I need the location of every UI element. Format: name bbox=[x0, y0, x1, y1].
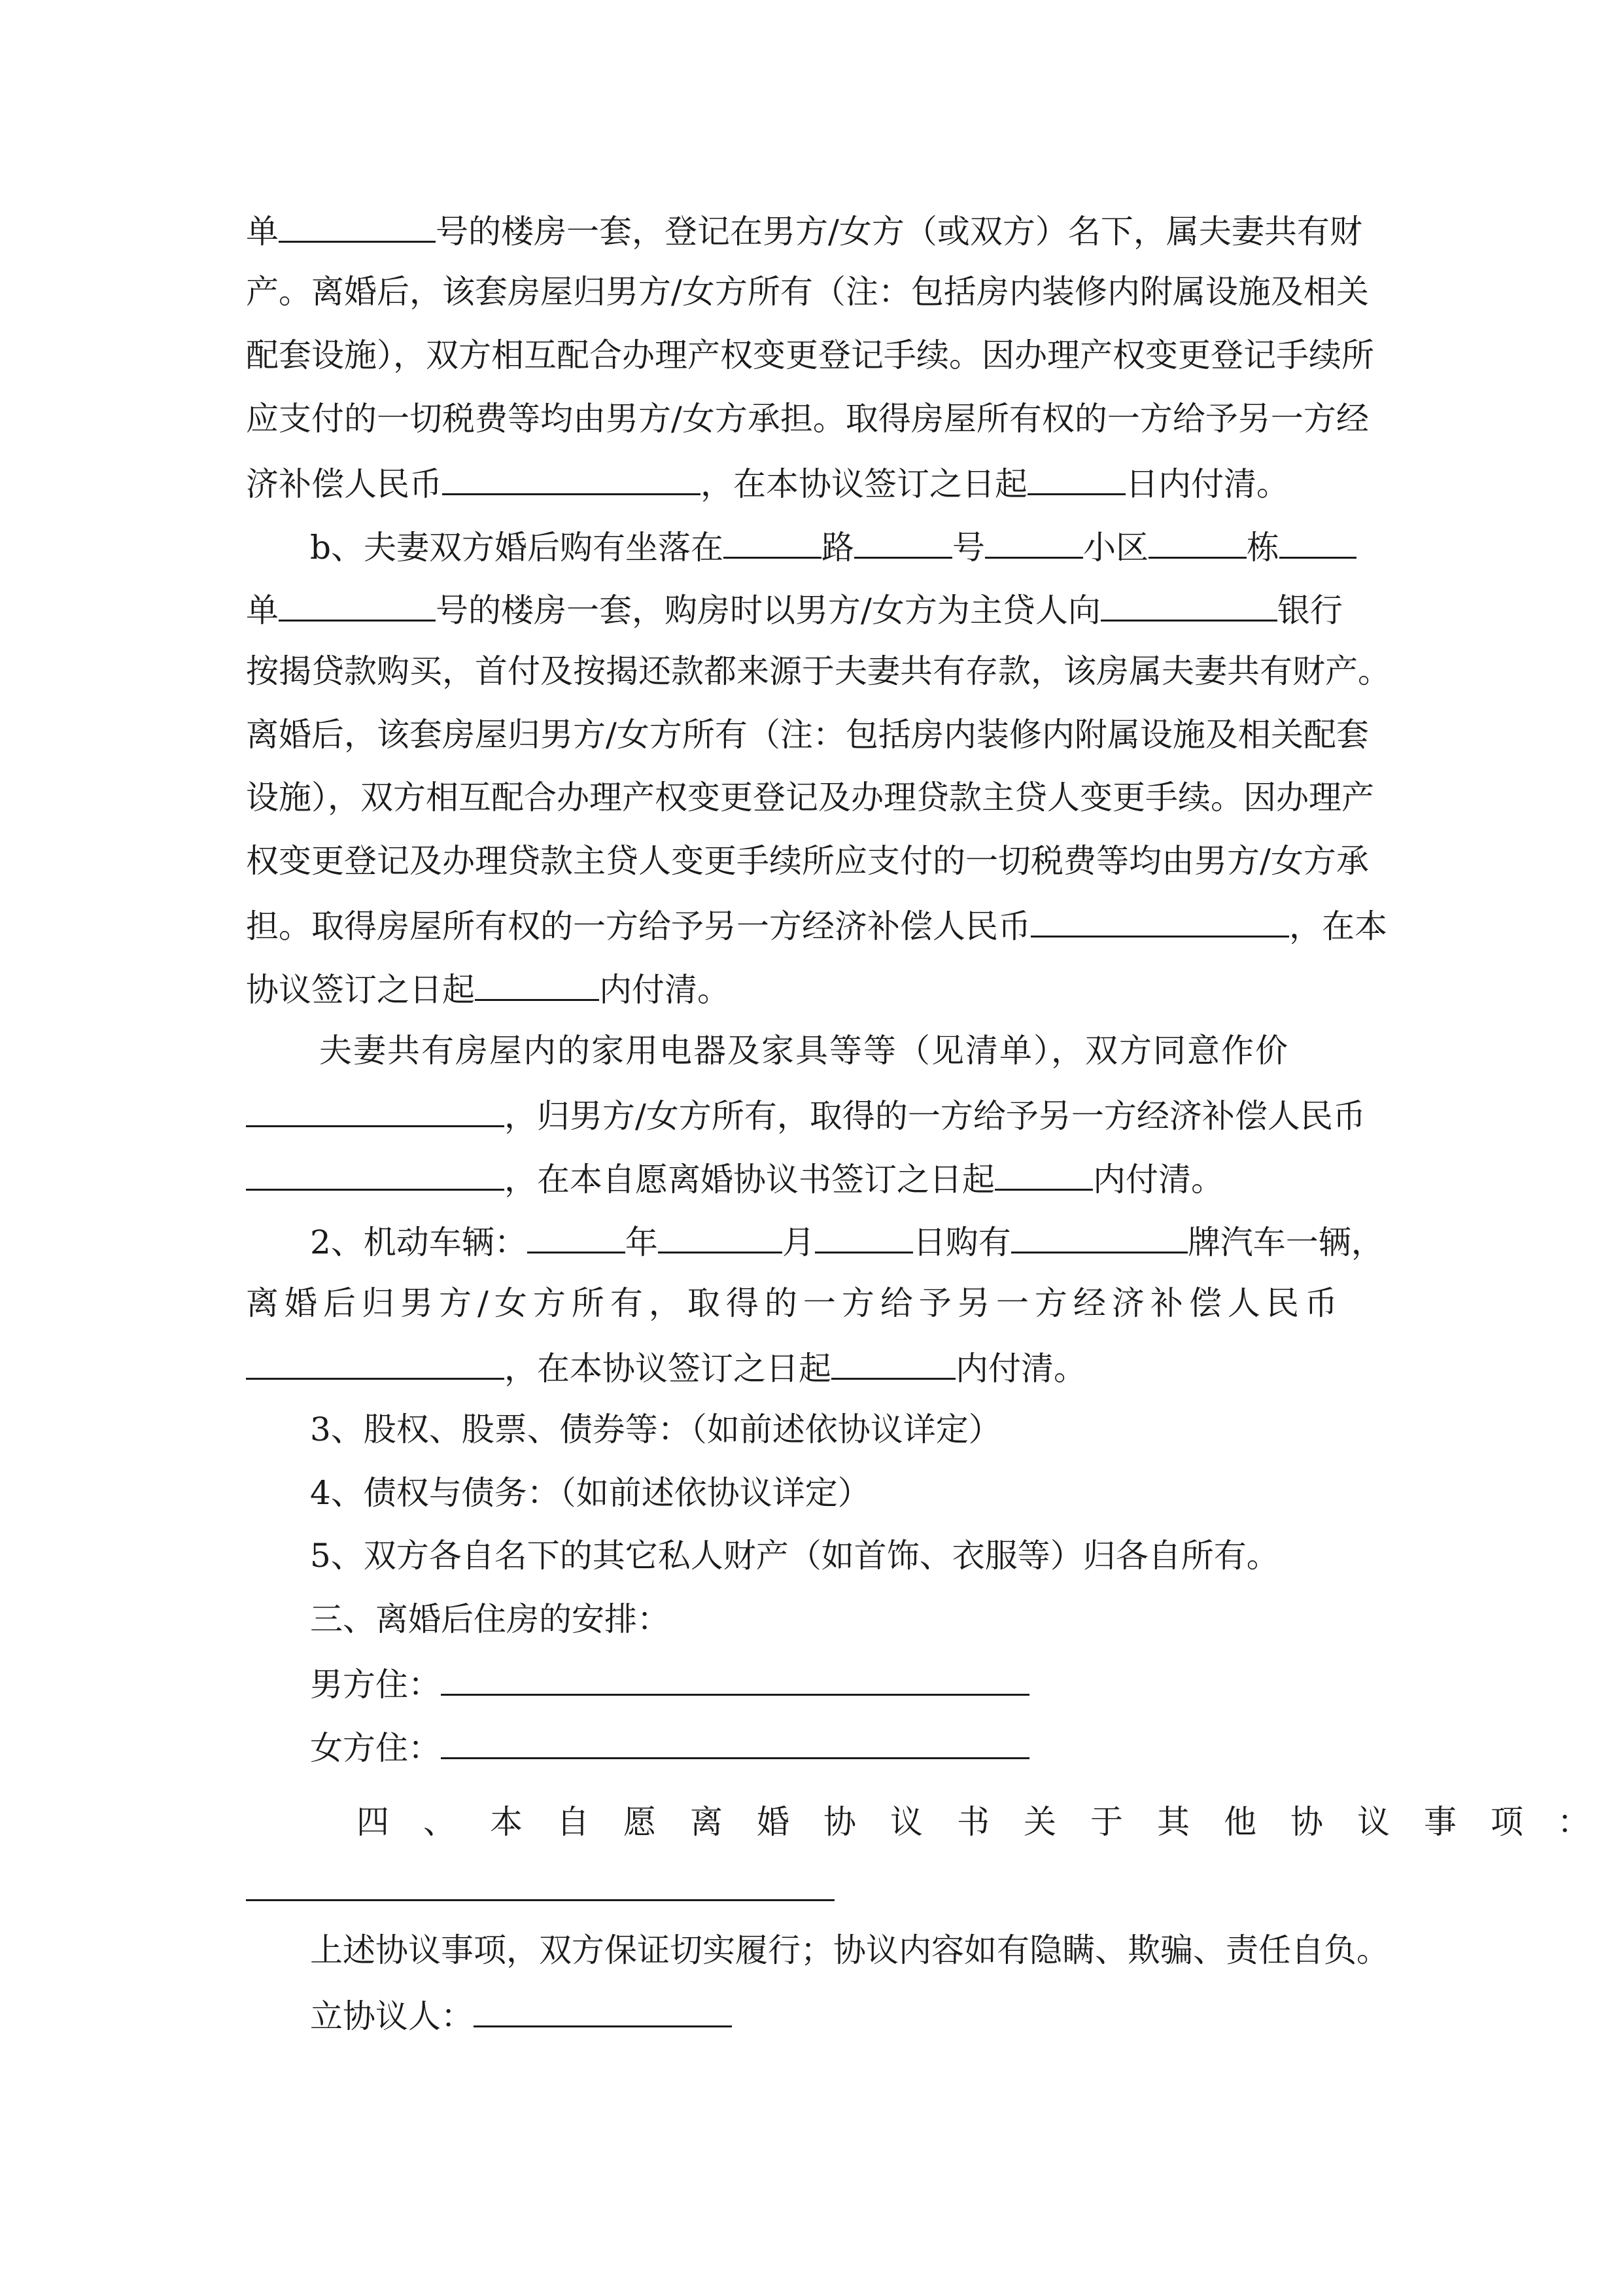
price-blank[interactable] bbox=[246, 1094, 504, 1127]
signatory-blank[interactable] bbox=[474, 1994, 732, 2027]
text: 产。离婚后，该套房屋归男方/女方所有（注：包括房内装修内附属设施及相关 bbox=[246, 273, 1369, 311]
text: ，在本协议签订之日起 bbox=[700, 465, 1028, 503]
text: 牌汽车一辆， bbox=[1187, 1223, 1384, 1261]
paragraph-line bbox=[246, 715, 1377, 754]
text: 银行 bbox=[1277, 591, 1343, 629]
car-brand-blank[interactable] bbox=[1011, 1220, 1188, 1253]
text: 设施），双方相互配合办理产权变更登记及办理贷款主贷人变更手续。因办理产 bbox=[246, 779, 1374, 816]
paragraph-line bbox=[310, 1220, 1384, 1262]
text: 担。取得房屋所有权的一方给予另一方经济补偿人民币 bbox=[246, 907, 1031, 945]
section-heading bbox=[356, 1802, 1624, 1842]
text: 按揭贷款购买，首付及按揭还款都来源于夫妻共有存款，该房属夫妻共有财产。 bbox=[246, 652, 1391, 690]
text: 号的楼房一套，登记在男方/女方（或双方）名下，属夫妻共有财 bbox=[436, 213, 1362, 251]
text: 内付清。 bbox=[599, 971, 730, 1009]
amount-blank[interactable] bbox=[442, 462, 700, 495]
paragraph-line bbox=[246, 968, 1377, 1009]
text: 内付清。 bbox=[1093, 1161, 1224, 1199]
paragraph-line bbox=[246, 336, 1377, 375]
text: ，归男方/女方所有，取得的一方给予另一方经济补偿人民币 bbox=[504, 1097, 1366, 1135]
text: 权变更登记及办理贷款主贷人变更手续所应支付的一切税费等均由男方/女方承 bbox=[246, 842, 1369, 880]
text: 日购有 bbox=[912, 1223, 1011, 1261]
bank-blank[interactable] bbox=[1101, 588, 1277, 622]
month-blank[interactable] bbox=[658, 1220, 782, 1253]
text: 离婚后归男方/女方所有，取得的一方给予另一方经济补偿人民币 bbox=[246, 1284, 1343, 1322]
building-blank[interactable] bbox=[1149, 525, 1247, 559]
text: 号 bbox=[952, 529, 986, 567]
text: 四、本自愿离婚协议书关于其他协议事项： bbox=[356, 1803, 1624, 1841]
paragraph-line bbox=[246, 1157, 1377, 1199]
paragraph-line bbox=[246, 462, 1377, 504]
period-blank[interactable] bbox=[475, 968, 599, 1001]
paragraph-line bbox=[246, 1346, 1377, 1388]
text: 单 bbox=[246, 591, 279, 629]
amount-blank[interactable] bbox=[246, 1157, 504, 1191]
male-residence-blank[interactable] bbox=[441, 1662, 1029, 1696]
text: b、夫妻双方婚后购有坐落在 bbox=[310, 529, 724, 567]
paragraph-line bbox=[310, 1410, 1376, 1449]
text: 应支付的一切税费等均由男方/女方承担。取得房屋所有权的一方给予另一方经 bbox=[246, 400, 1369, 438]
text: ，在本协议签订之日起 bbox=[504, 1350, 831, 1388]
blank-field[interactable] bbox=[279, 588, 436, 622]
text: 小区 bbox=[1083, 529, 1149, 567]
text: 单 bbox=[246, 213, 279, 251]
text: ，在本 bbox=[1289, 907, 1387, 945]
paragraph-line bbox=[310, 525, 1376, 567]
text: 2、机动车辆： bbox=[310, 1223, 527, 1261]
text: 配套设施），双方相互配合办理产权变更登记手续。因办理产权变更登记手续所 bbox=[246, 336, 1374, 374]
road-blank[interactable] bbox=[723, 525, 821, 559]
text: 4、债权与债务：（如前述依协议详定） bbox=[310, 1474, 871, 1512]
paragraph-line bbox=[246, 652, 1391, 691]
amount-blank[interactable] bbox=[1031, 904, 1289, 937]
text: 年 bbox=[625, 1223, 658, 1261]
text: 日内付清。 bbox=[1126, 465, 1289, 503]
text: 济补偿人民币 bbox=[246, 465, 442, 503]
amount-blank[interactable] bbox=[246, 1346, 504, 1380]
paragraph-line bbox=[310, 1726, 1376, 1768]
text: 立协议人： bbox=[310, 1997, 474, 2035]
paragraph-line bbox=[246, 904, 1387, 946]
paragraph-line bbox=[246, 399, 1377, 438]
paragraph-line bbox=[310, 1931, 1389, 1970]
paragraph-line bbox=[246, 1094, 1377, 1136]
paragraph-line bbox=[310, 1994, 1376, 2036]
text: 号的楼房一套，购房时以男方/女方为主贷人向 bbox=[436, 591, 1101, 629]
text: 月 bbox=[782, 1223, 815, 1261]
paragraph-line bbox=[319, 1031, 1376, 1070]
text: 路 bbox=[821, 529, 855, 567]
days-blank[interactable] bbox=[1028, 462, 1126, 495]
community-blank[interactable] bbox=[985, 525, 1083, 559]
text: 栋 bbox=[1247, 529, 1280, 567]
day-blank[interactable] bbox=[815, 1220, 913, 1253]
paragraph-line bbox=[246, 209, 1377, 251]
text: 离婚后，该套房屋归男方/女方所有（注：包括房内装修内附属设施及相关配套 bbox=[246, 716, 1369, 754]
paragraph-line bbox=[246, 588, 1377, 630]
unit-blank[interactable] bbox=[1279, 525, 1356, 559]
paragraph-line bbox=[246, 841, 1377, 881]
text: 上述协议事项，双方保证切实履行；协议内容如有隐瞒、欺骗、责任自负。 bbox=[310, 1931, 1389, 1969]
text: ，在本自愿离婚协议书签订之日起 bbox=[504, 1161, 995, 1199]
period-blank[interactable] bbox=[831, 1346, 956, 1380]
female-residence-blank[interactable] bbox=[441, 1726, 1029, 1759]
text: 女方住： bbox=[310, 1729, 441, 1767]
paragraph-line bbox=[246, 778, 1377, 817]
paragraph-line bbox=[246, 1284, 1377, 1323]
number-blank[interactable] bbox=[854, 525, 952, 559]
section-heading bbox=[310, 1600, 1376, 1639]
text: 夫妻共有房屋内的家用电器及家具等等（见清单），双方同意作价 bbox=[319, 1032, 1289, 1070]
text: 三、离婚后住房的安排： bbox=[310, 1600, 670, 1638]
paragraph-line bbox=[310, 1536, 1376, 1575]
period-blank[interactable] bbox=[995, 1157, 1093, 1191]
year-blank[interactable] bbox=[527, 1220, 625, 1253]
blank-field[interactable] bbox=[279, 209, 436, 243]
paragraph-line bbox=[310, 1662, 1376, 1704]
text: 5、双方各自名下的其它私人财产（如首饰、衣服等）归各自所有。 bbox=[310, 1537, 1279, 1575]
paragraph-line bbox=[310, 1473, 1376, 1513]
paragraph-line bbox=[246, 272, 1377, 311]
other-matters-blank[interactable] bbox=[246, 1899, 835, 1901]
text: 协议签订之日起 bbox=[246, 971, 475, 1009]
text: 3、股权、股票、债券等：（如前述依协议详定） bbox=[310, 1410, 1001, 1448]
text: 男方住： bbox=[310, 1666, 441, 1704]
text: 内付清。 bbox=[956, 1350, 1086, 1388]
